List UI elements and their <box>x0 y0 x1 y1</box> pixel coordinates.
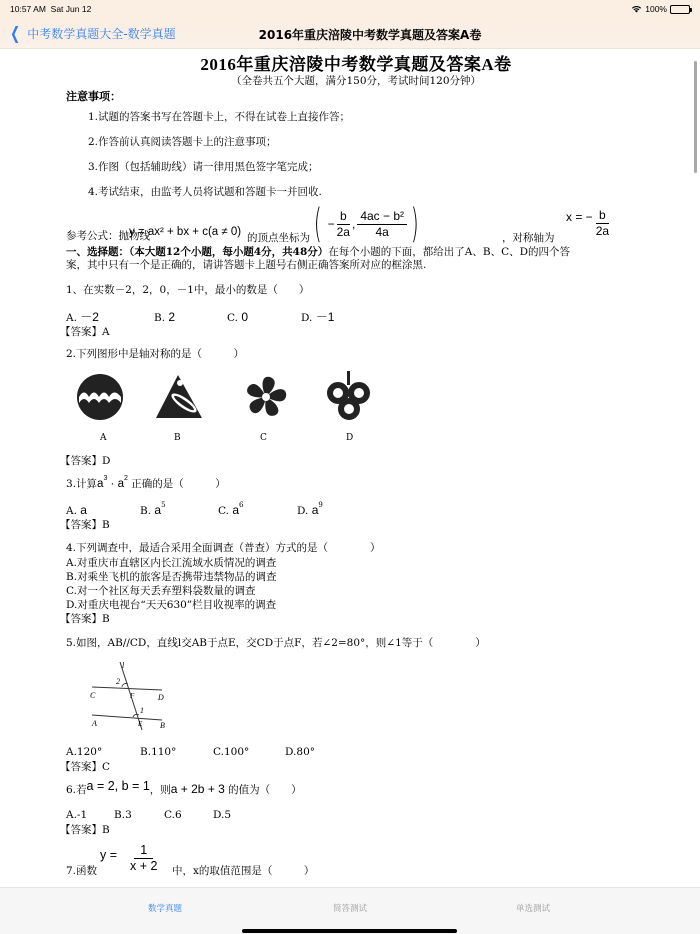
q3-option-c: C. $a^6$ <box>218 501 244 517</box>
question-5-stem: 5.如图，AB//CD，直线l交AB于点E，交CD于点F，若∠2=80°，则∠1等于（ ） <box>66 637 486 649</box>
notice-item: 2.作答前认真阅读答题卡上的注意事项； <box>88 136 277 148</box>
document-subtitle: （全卷共五个大题，满分150分，考试时间120分钟） <box>230 75 482 87</box>
figure-a-wave-circle-icon <box>76 373 128 421</box>
status-right <box>631 4 690 14</box>
q3-option-b: B. $a^5$ <box>140 501 166 517</box>
svg-text:A: A <box>92 719 97 728</box>
tab-math-exams[interactable]: 数学真题 <box>147 904 183 914</box>
notice-heading: 注意事项： <box>66 90 121 103</box>
figure-d-rings-icon <box>324 371 376 421</box>
q1-answer: 【答案】A <box>60 326 110 338</box>
figure-label: A <box>100 433 107 443</box>
notice-item: 1.试题的答案书写在答题卡上，不得在试卷上直接作答； <box>88 111 351 123</box>
q6-option-d: D.5 <box>213 809 232 821</box>
question-6-stem: 6.若a = 2, b = 1，则a + 2b + 3 的值为（ ） <box>66 779 302 796</box>
question-4-stem: 4.下列调查中，最适合采用全面调查（普查）方式的是（ ） <box>66 542 381 554</box>
figure-c-pinwheel-icon <box>242 373 294 421</box>
q5-option-d: D.80° <box>285 746 316 758</box>
tab-short-answer-test[interactable]: 简答测试 <box>332 904 368 914</box>
wifi-icon <box>631 5 642 13</box>
status-time: 10:57 AM Sat Jun 12 <box>10 4 92 14</box>
q4-option-a: A.对重庆市直辖区内长江流域水质情况的调查 <box>66 557 277 569</box>
tab-single-choice-test[interactable]: 单选测试 <box>515 904 551 914</box>
parallel-lines-figure <box>84 660 179 732</box>
svg-text:B: B <box>160 721 165 730</box>
reference-formula <box>66 201 646 247</box>
status-bar <box>0 0 700 18</box>
svg-text:F: F <box>130 692 135 700</box>
section-heading: 一、选择题：（本大题12个小题，每小题4分，共48分） <box>66 246 329 258</box>
q4-option-b: B.对乘坐飞机的旅客是否携带违禁物品的调查 <box>66 571 277 583</box>
question-1-stem: 1、在实数－2，2，0，－1中，最小的数是（ ） <box>66 284 310 296</box>
formula-prefix: 参考公式：抛物线 <box>66 230 150 242</box>
document-viewer[interactable] <box>0 49 700 887</box>
q5-option-c: C.100° <box>213 746 250 758</box>
vertical-scrollbar[interactable] <box>694 61 697 173</box>
q4-option-d: D.对重庆电视台“天天630”栏目收视率的调查 <box>66 599 277 611</box>
q6-answer: 【答案】B <box>60 824 110 836</box>
q4-answer: 【答案】B <box>60 613 110 625</box>
q2-answer: 【答案】D <box>60 455 111 467</box>
axis-formula: x = − $\frac{b}{2a}$ <box>566 208 610 238</box>
q3-option-a: A. a <box>66 503 87 517</box>
notice-item: 3.作图（包括辅助线）请一律用黑色签字笔完成； <box>88 161 319 173</box>
question-7-stem: 7.函数 y = $\frac{1}{x + 2}$ 中，x的取值范围是（ ） <box>66 843 315 877</box>
battery-icon <box>670 5 690 14</box>
q6-option-b: B.3 <box>114 809 132 821</box>
section-one-instructions: 一、选择题：（本大题12个小题，每小题4分，共48分）在每个小题的下面，都给出了A、B、C、D的四个答 案，其中只有一个是正确的，请讲答题卡上题号右侧正确答案所对应的框涂黑. <box>66 246 571 272</box>
chevron-left-icon: ❮ <box>10 23 21 44</box>
figure-label: B <box>174 433 181 443</box>
svg-text:D: D <box>158 693 164 702</box>
svg-text:C: C <box>90 691 96 700</box>
tab-bar <box>0 887 700 934</box>
document-title: 2016年重庆涪陵中考数学真题及答案A卷 <box>200 55 512 74</box>
svg-text:2: 2 <box>116 677 120 686</box>
figure-b-triangle-icon <box>154 373 206 421</box>
home-indicator[interactable] <box>242 929 457 933</box>
question-3-stem: 3.计算$a^3 \cdot a^2$ 正确的是（ ） <box>66 475 226 490</box>
back-label: 中考数学真题大全-数学真题 <box>27 27 176 41</box>
figure-label: D <box>346 433 354 443</box>
q6-option-a: A.-1 <box>66 809 88 821</box>
question-2-stem: 2.下列图形中是轴对称的是（ ） <box>66 348 245 360</box>
vertex-label: 的顶点坐标为 <box>247 232 310 244</box>
svg-text:1: 1 <box>140 706 144 715</box>
battery-percent: 100% <box>645 4 667 14</box>
q5-answer: 【答案】C <box>60 761 111 773</box>
svg-text:l: l <box>122 661 125 670</box>
formula-equation: y = ax² + bx + c(a ≠ 0) <box>129 226 242 238</box>
q1-option-a: A. －2 <box>66 310 99 324</box>
q3-answer: 【答案】B <box>60 519 110 531</box>
navigation-bar <box>0 18 700 49</box>
q1-option-b: B. 2 <box>154 310 176 324</box>
q1-option-c: C. 0 <box>227 310 249 324</box>
q1-option-d: D. －1 <box>301 310 335 324</box>
notice-item: 4.考试结束，由监考人员将试题和答题卡一并回收. <box>88 186 322 198</box>
figure-label: C <box>260 433 267 443</box>
q5-option-a: A.120° <box>66 746 103 758</box>
vertex-coordinates: ( − $\frac{b}{2a}$ , $\frac{\text{4ac − b²}}{4a}$ ) <box>313 201 419 247</box>
q3-option-d: D. $a^9$ <box>297 501 323 517</box>
page-title: 2016年重庆涪陵中考数学真题及答案A卷 <box>258 28 482 42</box>
axis-label: ，对称轴为 <box>502 232 555 244</box>
q6-option-c: C.6 <box>164 809 182 821</box>
q4-option-c: C.对一个社区每天丢弃塑料袋数量的调查 <box>66 585 256 597</box>
svg-text:E: E <box>138 720 143 728</box>
q5-option-b: B.110° <box>140 746 177 758</box>
